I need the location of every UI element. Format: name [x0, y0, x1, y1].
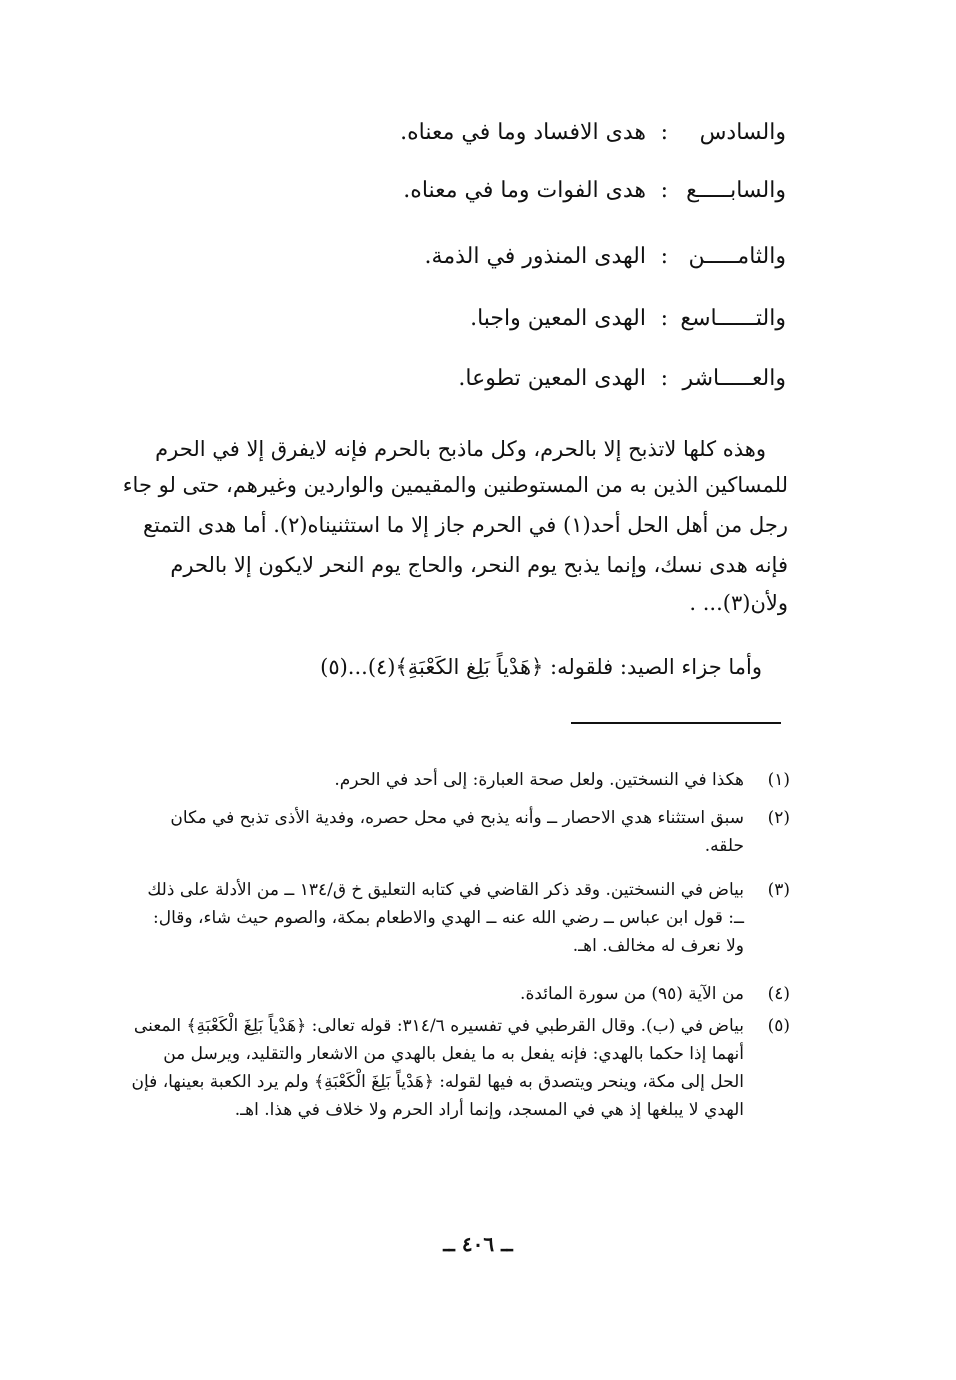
- list-row: [166, 178, 786, 218]
- footnote-text: بياض في النسختين. وقد ذكر القاضي في كتابه التعليق خ ق/١٣٤ ــ من الأدلة على ذلك ــ: قول ابن عباس ــ رضي الله عنه ــ الهدي والاطعام بمكة، والصوم حيث شاء، وقال: ولا نعرف له مخالف. اهـ.: [147, 880, 744, 956]
- list-value: هدى الفوات وما في معناه.: [403, 178, 646, 203]
- hunting-penalty-line: وأما جزاء الصيد: فلقوله: ﴿هَدْياً بَلِغ الكَعْبَةِ﴾(٤)...(٥): [320, 655, 762, 679]
- footnote-number: (٥): [767, 1016, 790, 1036]
- footnote: [130, 804, 790, 864]
- footnote-text: هكذا في النسختين. ولعل صحة العبارة: إلى أحد في الحرم.: [334, 770, 744, 790]
- footnote: [130, 1012, 790, 1182]
- list-label: والعـــــاشر: [682, 366, 786, 391]
- list-value: هدى الافساد وما في معناه.: [400, 120, 646, 145]
- list-label: والسابـــــع: [686, 178, 786, 203]
- footnote: [130, 876, 790, 966]
- list-row: [166, 244, 786, 284]
- footnote-text: بياض في (ب). وقال القرطبي في تفسيره ٣١٤/٦: قوله تعالى: ﴿هَدْياً بَلِغَ الْكَعْبَةِ﴾ المعنى أنهما إذا حكما بالهدي: فإنه يفعل به ما يفعل بالهدي من الاشعار والتقليد، ويرسل من الحل إلى مكة، وينحر ويتصدق به فيها لقوله: ﴿هَدْياً بَلِغَ الْكَعْبَةِ﴾ ولم يرد الكعبة بعينها، فإن الهدي لا يبلغها إذ هي في المسجد، وإنما أراد الحرم ولا خلاف في هذا. اهـ.: [131, 1016, 744, 1120]
- footnote-number: (٤): [767, 984, 790, 1004]
- paragraph-line: فإنه هدى نسك، وإنما يذبح يوم النحر، والحاج يوم النحر لايكون إلا بالحرم: [170, 553, 788, 577]
- list-separator: :: [660, 178, 668, 203]
- list-label: والسادس: [699, 120, 786, 145]
- list-value: الهدى المنذور في الذمة.: [424, 244, 646, 269]
- list-separator: :: [660, 244, 668, 269]
- list-value: الهدى المعين تطوعا.: [458, 366, 646, 391]
- list-row: [166, 306, 786, 346]
- list-label: والتــــــاسع: [680, 306, 786, 331]
- list-row: [166, 120, 786, 160]
- footnote-text: من الآية (٩٥) من سورة المائدة.: [520, 984, 744, 1004]
- footnote: [130, 980, 790, 1010]
- list-separator: :: [660, 306, 668, 331]
- paragraph-line: للمساكين الذين به من المستوطنين والمقيمين والواردين وغيرهم، حتى لو جاء: [122, 473, 788, 497]
- paragraph-line: رجل من أهل الحل أحد(١) في الحرم جاز إلا ما استثنيناه(٢). أما هدى التمتع: [142, 513, 788, 537]
- footnote-number: (٢): [767, 808, 790, 828]
- footnote-separator: [571, 722, 781, 724]
- footnote-text: سبق استثناء هدي الاحصار ــ وأنه يذبح في محل حصره، وفدية الأذى تذبح في مكان حلقه.: [170, 808, 744, 856]
- list-separator: :: [660, 120, 668, 145]
- footnote-number: (٣): [767, 880, 790, 900]
- paragraph-line: ولأن(٣)... .: [689, 591, 788, 615]
- list-label: والثامـــــن: [688, 244, 786, 269]
- page-number: ــ ٤٠٦ ــ: [443, 1232, 513, 1256]
- paragraph-line: وهذه كلها لاتذبح إلا بالحرم، وكل ماذبح بالحرم فإنه لايفرق إلا في الحرم: [155, 437, 766, 461]
- list-row: [166, 366, 786, 406]
- footnote-number: (١): [767, 770, 790, 790]
- footnote: [130, 766, 790, 796]
- list-separator: :: [660, 366, 668, 391]
- list-value: الهدى المعين واجبا.: [470, 306, 646, 331]
